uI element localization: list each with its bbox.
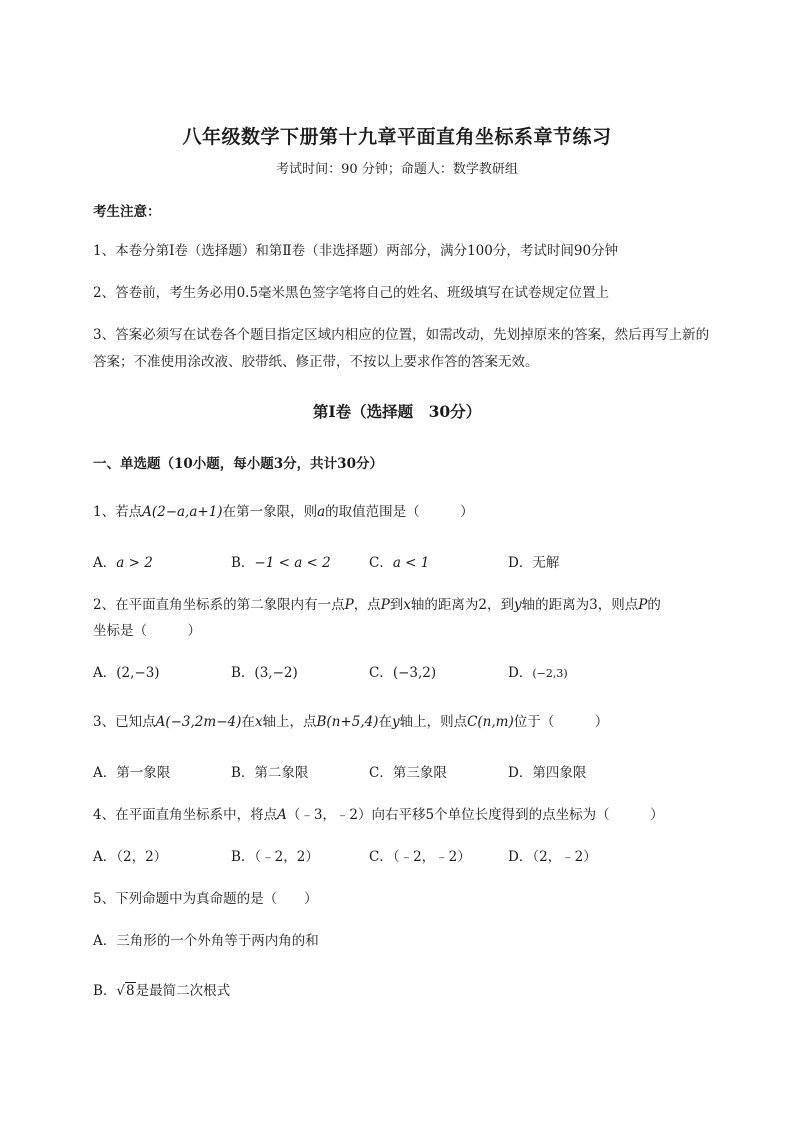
option-label: B． <box>231 555 255 571</box>
question-4-option-a: A．（2，2） <box>93 849 168 865</box>
math-expression: a <box>317 504 326 520</box>
question-4-option-d: D．（2，﹣2） <box>508 849 597 865</box>
question-text: 轴上，点 <box>262 714 317 730</box>
math-expression: y <box>514 597 522 613</box>
math-expression: A(2−a,a+1) <box>142 504 223 520</box>
question-4-option-c: C．（﹣2，﹣2） <box>369 849 471 865</box>
option-label: C． <box>369 555 393 571</box>
math-expression: A <box>277 807 287 823</box>
notice-item-1: 1、本卷分第Ⅰ卷（选择题）和第Ⅱ卷（非选择题）两部分，满分100分，考试时间90分钟 <box>93 243 619 259</box>
question-3-option-b: B．第二象限 <box>231 765 309 781</box>
question-2-stem-line-2: 坐标是（ ） <box>93 623 201 639</box>
question-1-option-c <box>369 551 429 571</box>
question-text: 位于（ ） <box>513 714 609 730</box>
question-1-stem <box>93 500 474 520</box>
question-2-option-c <box>369 661 436 681</box>
question-text: 在 <box>378 714 392 730</box>
option-value: (3,−2) <box>254 665 298 681</box>
question-5-option-b <box>93 979 230 999</box>
question-text: （﹣3，﹣2）向右平移5个单位长度得到的点坐标为（ ） <box>286 807 664 823</box>
math-expression: y <box>391 714 400 730</box>
question-text: 轴上，则点 <box>399 714 468 730</box>
math-expression: P <box>380 597 390 613</box>
question-1-option-a <box>93 551 153 571</box>
option-value: (−3,2) <box>392 665 437 681</box>
math-expression: B(n+5,4) <box>316 714 379 730</box>
question-3-option-d: D．第四象限 <box>508 765 587 781</box>
section-title: 第Ⅰ卷（选择题 30分） <box>312 402 482 421</box>
option-label: A． <box>93 665 117 681</box>
math-expression: C(n,m) <box>467 714 514 730</box>
notice-item-2: 2、答卷前，考生务必用0.5毫米黑色签字笔将自己的姓名、班级填写在试卷规定位置上 <box>93 285 610 301</box>
option-label: A． <box>93 555 117 571</box>
math-expression: P <box>344 597 354 613</box>
option-label: B． <box>93 983 117 999</box>
question-text: 在 <box>241 714 255 730</box>
question-3-option-c: C．第三象限 <box>369 765 447 781</box>
math-expression: P <box>638 597 648 613</box>
question-4-stem <box>93 803 664 823</box>
radicand: 8 <box>126 983 135 999</box>
question-2-option-d <box>508 661 568 681</box>
option-value: (−2,3) <box>532 667 568 680</box>
part-heading: 一、单选题（10小题，每小题3分，共计30分） <box>93 456 383 472</box>
question-1-option-d <box>508 551 559 571</box>
question-text: 的 <box>647 597 661 613</box>
question-text: 1、若点 <box>93 504 143 520</box>
question-text: ，点 <box>353 597 381 613</box>
question-3-stem <box>93 710 608 730</box>
question-2-option-a <box>93 661 160 681</box>
option-value: a > 2 <box>116 555 153 571</box>
option-value: (2,−3) <box>116 665 160 681</box>
question-text: 在第一象限，则 <box>222 504 318 520</box>
option-value: a < 1 <box>392 555 430 571</box>
option-label: D． <box>508 555 533 571</box>
notice-item-3: 3、答案必须写在试卷各个题目指定区域内相应的位置，如需改动，先划掉原来的答案，然后再写上新的答案；不准使用涂改液、胶带纸、修正带，不按以上要求作答的答案无效。 <box>93 327 710 370</box>
math-expression: x <box>403 597 411 613</box>
question-text: 2、在平面直角坐标系的第二象限内有一点 <box>93 597 345 613</box>
question-5-stem: 5、下列命题中为真命题的是（ ） <box>93 891 318 907</box>
question-5-option-a: A．三角形的一个外角等于两内角的和 <box>93 933 319 949</box>
question-text: 轴的距离为2，到 <box>410 597 514 613</box>
question-text: 轴的距离为3，则点 <box>521 597 639 613</box>
square-root-expression: √8 <box>116 983 135 999</box>
math-expression: A(−3,2m−4) <box>155 714 242 730</box>
question-text: 到 <box>389 597 404 613</box>
option-label: B． <box>231 665 255 681</box>
page-subtitle: 考试时间：90 分钟；命题人：数学教研组 <box>276 162 518 177</box>
math-expression: x <box>254 714 263 730</box>
option-label: D． <box>508 665 533 681</box>
question-2-stem-line-1 <box>93 593 661 613</box>
page-title: 八年级数学下册第十九章平面直角坐标系章节练习 <box>182 126 612 148</box>
notice-heading: 考生注意： <box>93 204 161 220</box>
option-value: −1 < a < 2 <box>254 555 331 571</box>
option-value: 无解 <box>532 555 560 571</box>
option-label: C． <box>369 665 393 681</box>
question-3-option-a: A．第一象限 <box>93 765 171 781</box>
option-text: 是最简二次根式 <box>135 983 231 999</box>
question-text: 4、在平面直角坐标系中，将点 <box>93 807 278 823</box>
question-text: 的取值范围是（ ） <box>325 504 474 520</box>
question-2-option-b <box>231 661 298 681</box>
question-4-option-b: B．（﹣2，2） <box>231 849 319 865</box>
question-text: 3、已知点 <box>93 714 156 730</box>
question-1-option-b <box>231 551 331 571</box>
